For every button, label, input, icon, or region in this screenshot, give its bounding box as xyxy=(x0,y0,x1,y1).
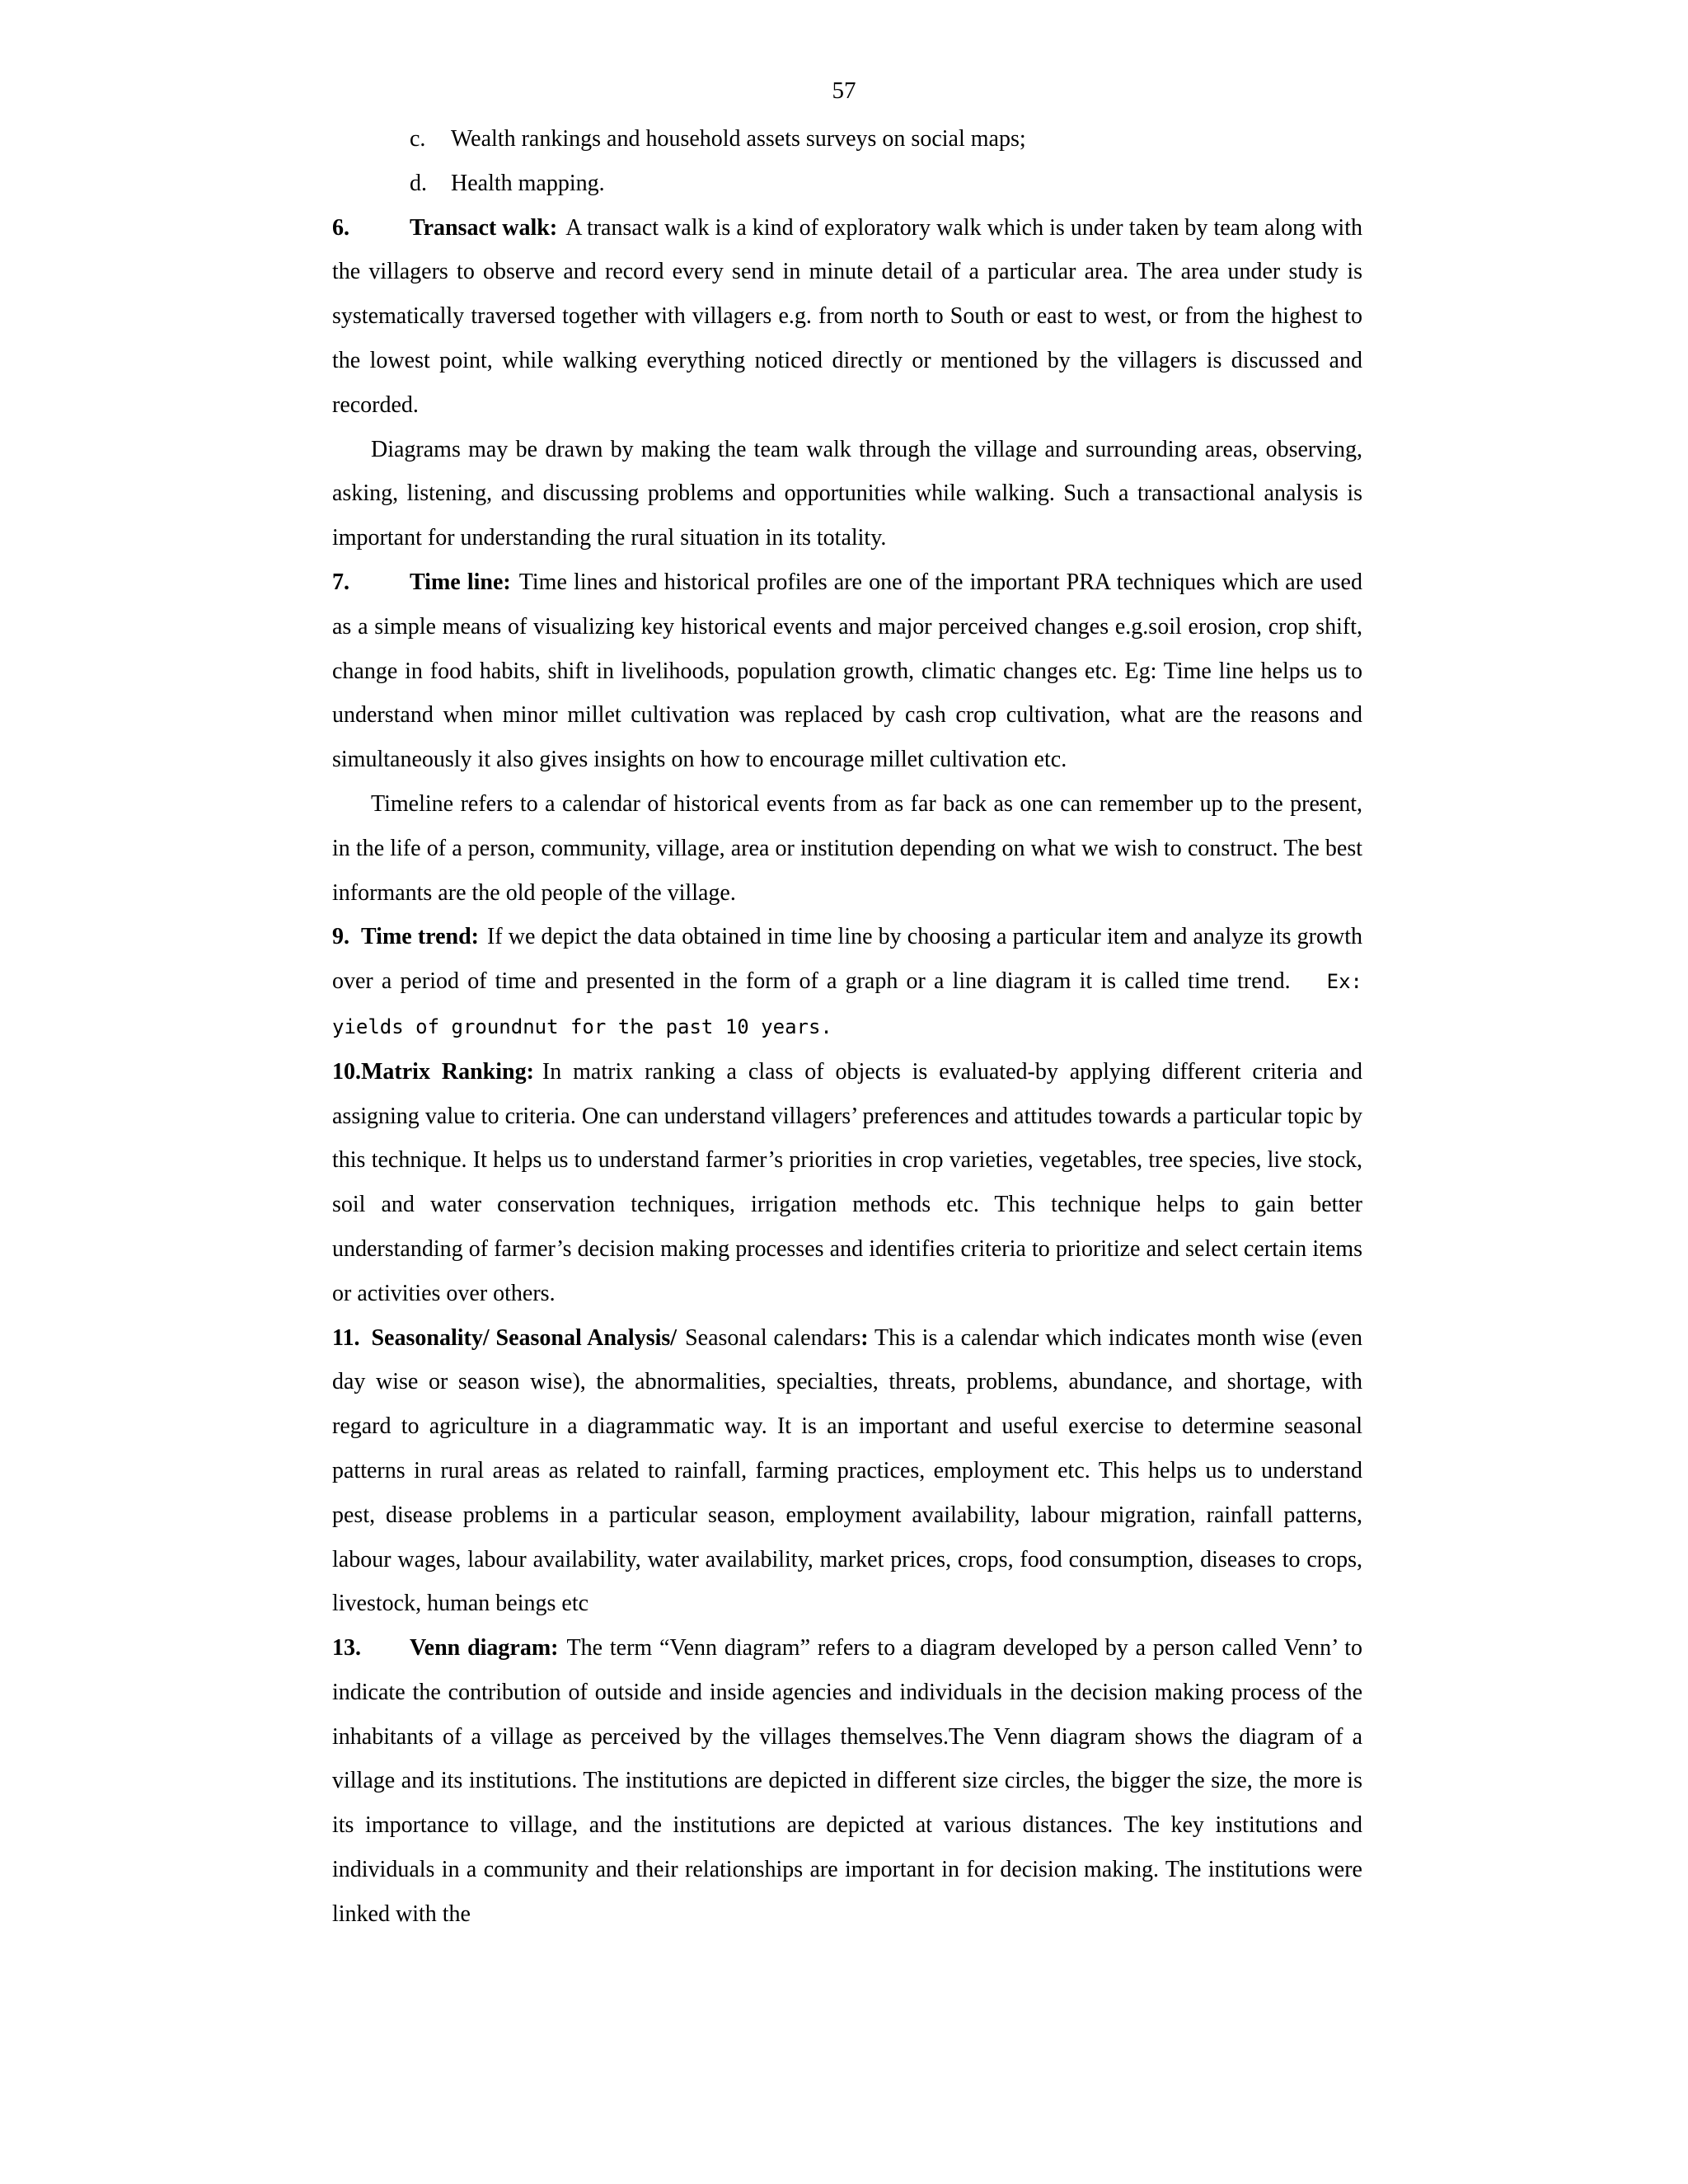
section-body: If we depict the data obtained in time line by choosing a particular item and analyze its growth over a period of time and presented in the form of a graph or a line diagram it is called time trend. xyxy=(332,924,1363,995)
section-body: In matrix ranking a class of objects is evaluated-by applying different criteria and assigning value to criteria. One can understand villagers’ preferences and attitudes towards a particular topic by this technique. It helps us to understand farmer’s priorities in crop varieties, vegetables, tree species, live stock, soil and water conservation techniques, irrigation methods etc. This technique helps to gain better understanding of farmer’s decision making processes and identifies criteria to prioritize and select certain items or activities over others. xyxy=(332,1058,1362,1306)
time-trend-example: Ex: yields of groundnut for the past 10 years. xyxy=(332,970,1362,1038)
section-title: Transact walk: xyxy=(410,214,558,241)
list-item-text: Health mapping. xyxy=(451,170,605,196)
section-body: The term “Venn diagram” refers to a diagram developed by a person called Venn’ to indicate the contribution of outside and inside agencies and individuals in the decision making process of the inhabitants of a village as perceived by the villages themselves.The Venn diagram shows the diagram of a village and its institutions. The institutions are depicted in different size circles, the bigger the size, the more is its importance to village, and the institutions are depicted at various distances. The key institutions and individuals in a community and their relationships are important in for decision making. The institutions were linked with the xyxy=(332,1635,1362,1927)
list-marker: d. xyxy=(410,170,427,196)
list-item-text: Wealth rankings and household assets surveys on social maps; xyxy=(451,126,1026,152)
section-seasonality xyxy=(332,1316,1362,1627)
section-title-colon: : xyxy=(860,1324,869,1351)
list-marker: c. xyxy=(410,126,426,152)
transact-walk-paragraph-2: Diagrams may be drawn by making the team walk through the village and surrounding areas, observing, asking, listening, and discussing problems and opportunities while walking. Such a transactional analysis is important for understanding the rural situation in its totality. xyxy=(332,436,1362,551)
section-time-line xyxy=(332,560,1362,782)
time-line-paragraph-2: Timeline refers to a calendar of historical events from as far back as one can remember up to the present, in the life of a person, community, village, area or institution depending on what we wish to construct. The best informants are the old people of the village. xyxy=(332,790,1362,906)
section-title: Time trend: xyxy=(361,924,479,950)
section-title: Matrix Ranking: xyxy=(361,1058,534,1085)
list-item-d xyxy=(332,162,1362,206)
section-number: 7. xyxy=(332,569,349,595)
page-content xyxy=(332,117,1362,1937)
section-number: 9. xyxy=(332,924,349,950)
section-title-plain: Seasonal calendars xyxy=(685,1324,861,1351)
section-number: 10. xyxy=(332,1058,361,1085)
section-title: Seasonality/ Seasonal Analysis/ xyxy=(371,1324,678,1351)
section-time-trend xyxy=(332,915,1362,1049)
section-title: Time line: xyxy=(410,569,511,595)
section-matrix-ranking xyxy=(332,1050,1362,1316)
section-number: 13. xyxy=(332,1635,361,1661)
section-venn-diagram xyxy=(332,1626,1362,1937)
section-number: 11. xyxy=(332,1324,360,1351)
section-number: 6. xyxy=(332,214,349,241)
section-title: Venn diagram: xyxy=(410,1635,559,1661)
section-transact-walk xyxy=(332,206,1362,428)
page-number: 57 xyxy=(832,77,856,104)
section-body: A transact walk is a kind of exploratory walk which is under taken by team along with the villagers to observe and record every send in minute detail of a particular area. The area under study is systematically traversed together with villagers e.g. from north to South or east to west, or from the highest to the lowest point, while walking everything noticed directly or mentioned by the villagers is discussed and recorded. xyxy=(332,214,1362,418)
section-body: This is a calendar which indicates month wise (even day wise or season wise), the abnormalities, specialties, threats, problems, abundance, and shortage, with regard to agriculture in a diagrammatic way. It is an important and useful exercise to determine seasonal patterns in rural areas as related to rainfall, farming practices, employment etc. This helps us to understand pest, disease problems in a particular season, employment availability, labour migration, rainfall patterns, labour wages, labour availability, water availability, market prices, crops, food consumption, diseases to crops, livestock, human beings etc xyxy=(332,1324,1362,1617)
list-item-c xyxy=(332,117,1362,162)
section-body: Time lines and historical profiles are one of the important PRA techniques which are used as a simple means of visualizing key historical events and major perceived changes e.g.soil erosion, crop shift, change in food habits, shift in livelihoods, population growth, climatic changes etc. Eg: Time line helps us to understand when minor millet cultivation was replaced by cash crop cultivation, what are the reasons and simultaneously it also gives insights on how to encourage millet cultivation etc. xyxy=(332,569,1362,773)
